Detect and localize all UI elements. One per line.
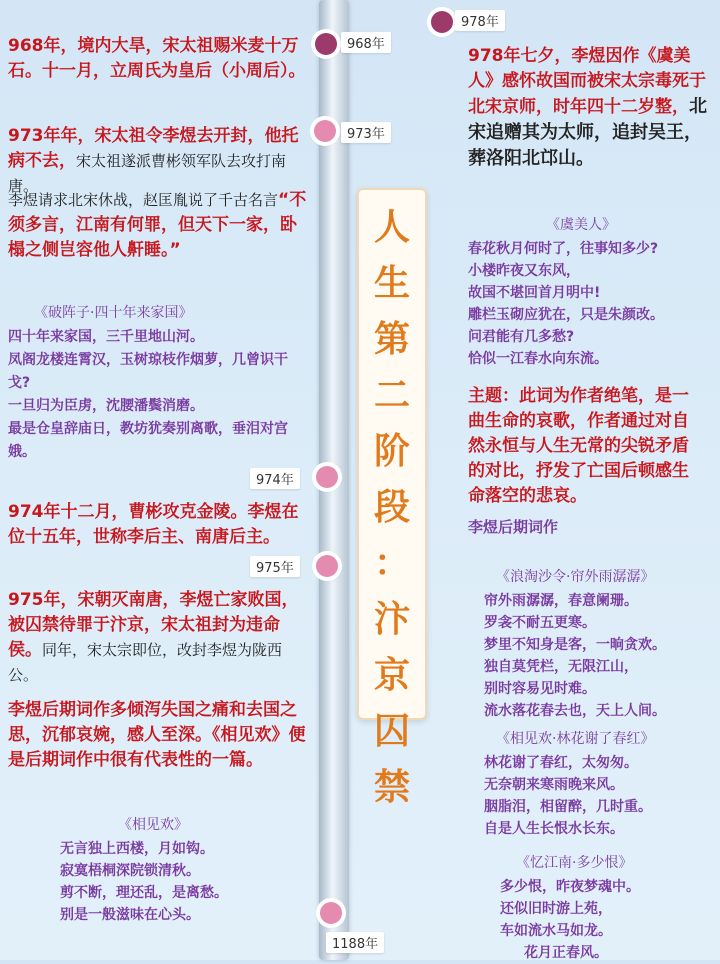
poem-line: 流水落花春去也，天上人间。 (484, 703, 666, 719)
event-975 (8, 588, 308, 688)
event-978-text: 北宋追赠其为太师，追封吴王，葬洛阳北邙山。 (468, 96, 707, 169)
stage-title-char: ： (373, 543, 410, 584)
poem-title: 《浪淘沙令·帘外雨潺潺》 (496, 569, 655, 585)
later-works-heading: 李煜后期词作 (468, 518, 559, 536)
poem-line: 还似旧时游上苑， (500, 901, 612, 917)
stage-title-char: 禁 (373, 767, 410, 808)
poem-line: 雕栏玉砌应犹在，只是朱颜改。 (468, 307, 664, 323)
timeline-dot-974 (316, 466, 338, 488)
poem-line: 春花秋月何时了，往事知多少? (468, 241, 659, 257)
poem-yijiangnan (494, 852, 712, 964)
event-973-quote-text: “不须多言，江南有何罪，但天下一家，卧榻之侧岂容他人鼾睡。” (8, 190, 307, 260)
timeline-dot-975 (316, 555, 338, 577)
poem-line: 车如流水马如龙。 (500, 923, 612, 939)
poem-yumeiren (468, 214, 714, 370)
poem-line: 帘外雨潺潺，春意阑珊。 (484, 593, 638, 609)
poem-line: 寂寞梧桐深院锁清秋。 (60, 863, 200, 879)
stage-title-char: 第 (373, 319, 410, 360)
stage-title-char: 汴 (373, 599, 410, 640)
event-973-highlight: 973年年，宋太祖令李煜去开封，他托病不去， (8, 126, 299, 171)
poem-line: 无言独上西楼，月如钩。 (60, 841, 214, 857)
poem-linhua (484, 728, 712, 840)
poem-title: 《破阵子·四十年来家国》 (34, 305, 193, 321)
poem-line: 最是仓皇辞庙日，教坊犹奏别离歌，垂泪对宫娥。 (8, 421, 288, 460)
timeline-dot-968 (315, 33, 337, 55)
poem-xiangjianhuan (60, 814, 300, 926)
later-works-intro: 李煜后期词作多倾泻失国之痛和去国之思，沉郁哀婉，感人至深。《相见欢》便是后期词作中很有代表性的一篇。 (8, 700, 306, 770)
year-label-968: 968年 (341, 32, 391, 53)
poem-line: 故国不堪回首月明中! (468, 285, 601, 301)
stage-title-char: 囚 (373, 711, 410, 752)
poem-line: 别时容易见时难。 (484, 681, 596, 697)
poem-line: 胭脂泪，相留醉，几时重。 (484, 799, 652, 815)
poem-title: 《忆江南·多少恨》 (516, 855, 633, 871)
event-978 (468, 44, 708, 172)
poem-line: 自是人生长恨水长东。 (484, 821, 624, 837)
poem-pozhenzi (8, 302, 308, 464)
year-label-973: 973年 (341, 122, 391, 143)
stage-title-char: 段 (373, 487, 410, 528)
poem-line: 无奈朝来寒雨晚来风。 (484, 777, 624, 793)
timeline-dot-973 (314, 120, 336, 142)
poem-line: 凤阁龙楼连霄汉，玉树琼枝作烟萝，几曾识干戈? (8, 352, 288, 391)
stage-title-char: 人 (373, 207, 410, 248)
poem-line: 小楼昨夜又东风， (468, 263, 580, 279)
poem-langtaosha (484, 566, 712, 722)
event-978-highlight: 978年七夕，李煜因作《虞美人》感怀故国而被宋太宗毒死于北宋京师，时年四十二岁整， (468, 46, 706, 117)
stage-title-char: 生 (373, 263, 410, 304)
poem-line: 花月正春风。 (524, 945, 608, 961)
year-label-975: 975年 (250, 556, 300, 577)
poem-title: 《虞美人》 (546, 217, 616, 233)
poem-line: 多少恨，昨夜梦魂中。 (500, 879, 640, 895)
poem-line: 恰似一江春水向东流。 (468, 351, 608, 367)
poem-line: 剪不断，理还乱，是离愁。 (60, 885, 228, 901)
year-label-974: 974年 (250, 468, 300, 489)
poem-line: 四十年来家国，三千里地山河。 (8, 329, 204, 345)
poem-title: 《相见欢·林花谢了春红》 (496, 731, 655, 747)
poem-line: 林花谢了春红，太匆匆。 (484, 755, 638, 771)
theme-text: 主题：此词为作者绝笔，是一曲生命的哀歌，作者通过对自然永恒与人生无常的尖锐矛盾的对比，抒发了亡国后顿感生命落空的悲哀。 (468, 386, 689, 506)
poem-title: 《相见欢》 (118, 817, 188, 833)
poem-line: 罗衾不耐五更寒。 (484, 615, 596, 631)
stage-title-char: 二 (373, 375, 410, 416)
event-973-quote (8, 188, 308, 263)
poem-line: 问君能有几多愁? (468, 329, 575, 345)
poem-line: 别是一般滋味在心头。 (60, 907, 200, 923)
event-974: 974年十二月，曹彬攻克金陵。李煜在位十五年，世称李后主、南唐后主。 (8, 502, 299, 547)
stage-title-char: 京 (373, 655, 410, 696)
poem-line: 一旦归为臣虏，沈腰潘鬓消磨。 (8, 398, 204, 414)
poem-line: 梦里不知身是客，一晌贪欢。 (484, 637, 666, 653)
timeline-dot-1188 (320, 902, 342, 924)
event-975-text: 同年，宋太宗即位，改封李煜为陇西公。 (8, 641, 283, 684)
year-label-1188: 1188年 (326, 932, 384, 953)
stage-title-char: 阶 (373, 431, 410, 472)
event-975-highlight: 975年，宋朝灭南唐，李煜亡家败国，被囚禁待罪于汴京，宋太祖封为违命侯。 (8, 590, 299, 660)
year-label-978: 978年 (455, 10, 505, 31)
event-973-text: 宋太祖遂派曹彬领军队去攻打南唐。 (8, 152, 287, 195)
stage-title-box (357, 188, 427, 808)
poem-line: 独自莫凭栏，无限江山， (484, 659, 638, 675)
event-973-quote-intro: 李煜请求北宋休战，赵匡胤说了千古名言 (8, 191, 279, 209)
timeline-dot-978 (431, 11, 453, 33)
event-968: 968年，境内大旱，宋太祖赐米麦十万石。十一月，立周氏为皇后（小周后）。 (8, 36, 306, 81)
